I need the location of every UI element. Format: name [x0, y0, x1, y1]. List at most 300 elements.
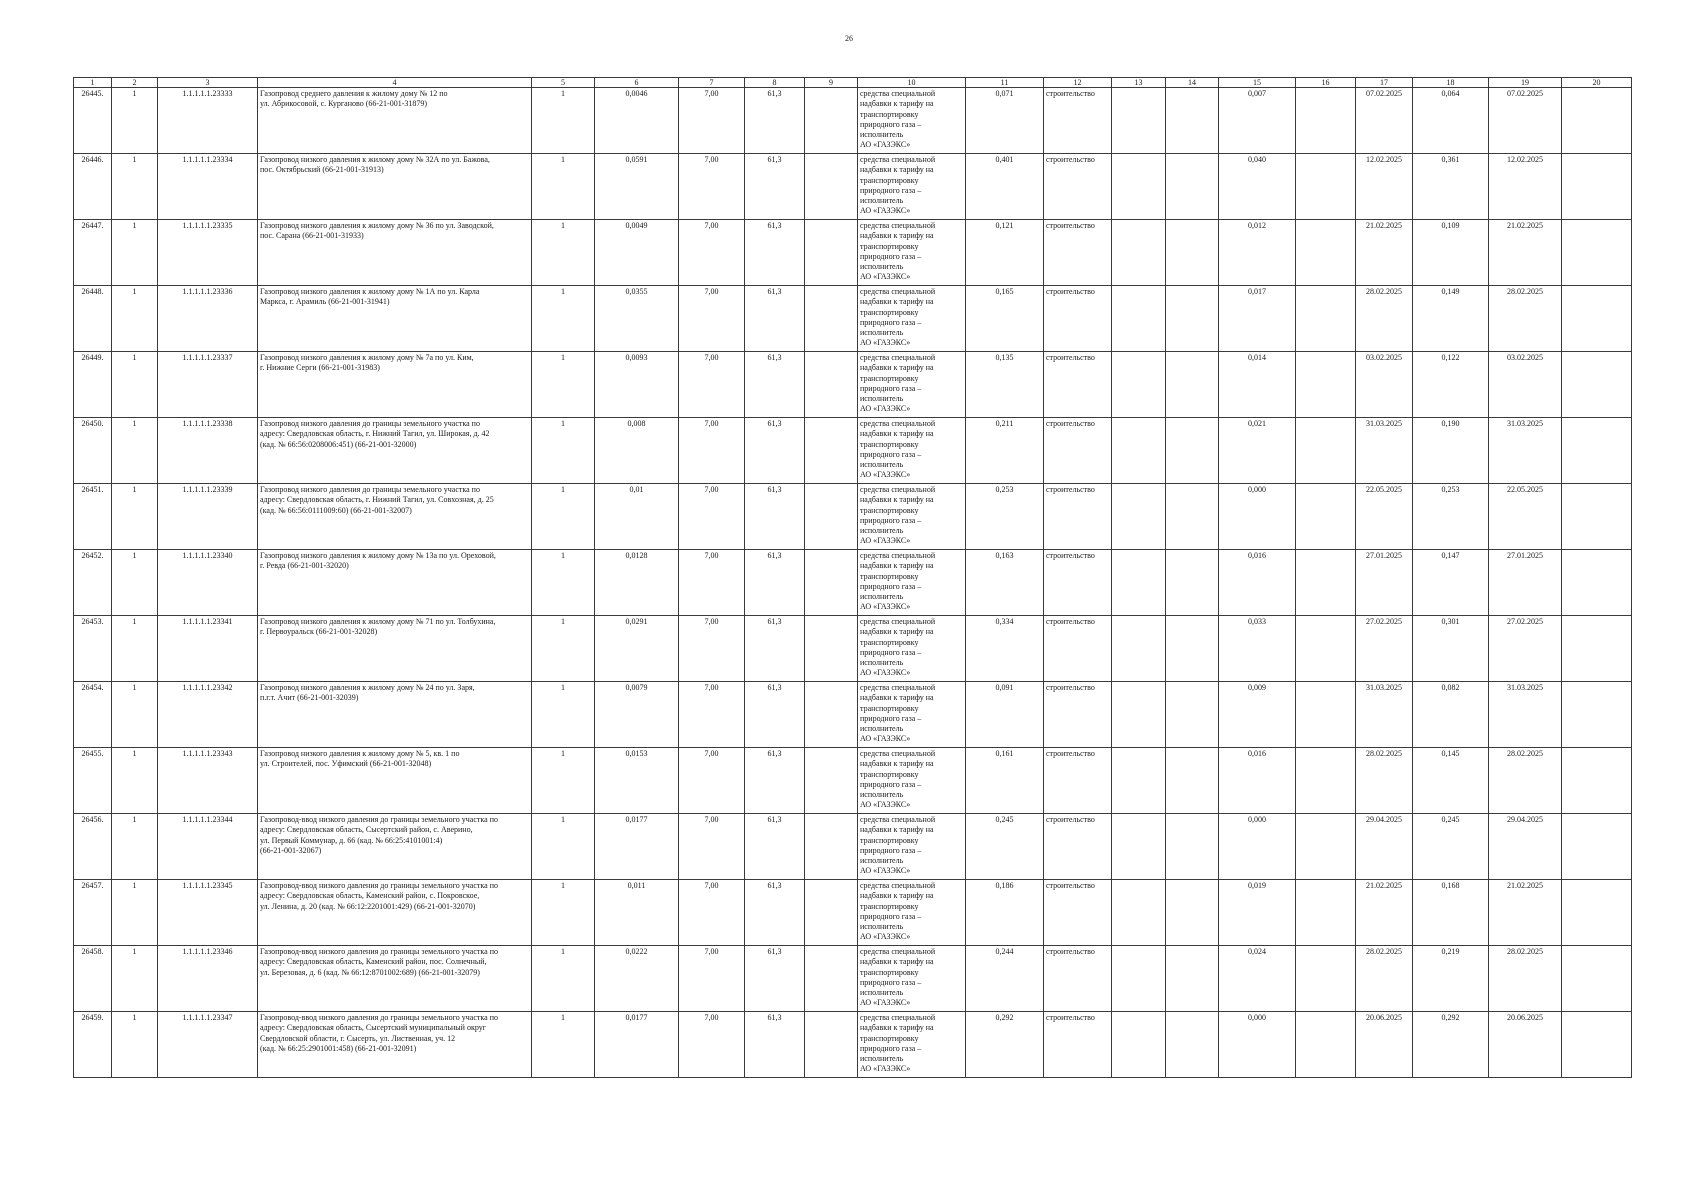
row-number-cell: 26447.	[74, 220, 112, 286]
col14-cell	[1166, 748, 1219, 814]
col16-cell	[1296, 286, 1356, 352]
object-code-cell: 1.1.1.1.1.23342	[158, 682, 258, 748]
col7-cell: 7,00	[679, 682, 745, 748]
row-number-cell: 26455.	[74, 748, 112, 814]
end-date-cell: 28.02.2025	[1489, 946, 1562, 1012]
col15-cell: 0,016	[1219, 550, 1296, 616]
col20-cell	[1562, 220, 1632, 286]
col15-cell: 0,000	[1219, 1012, 1296, 1078]
start-date-cell: 21.02.2025	[1356, 220, 1413, 286]
col14-cell	[1166, 616, 1219, 682]
register-table	[73, 77, 1632, 1078]
col5-cell: 1	[532, 616, 595, 682]
row-number-cell: 26458.	[74, 946, 112, 1012]
col16-cell	[1296, 418, 1356, 484]
work-type-cell: строительство	[1044, 748, 1112, 814]
col7-cell: 7,00	[679, 748, 745, 814]
cost-cell: 0,245	[966, 814, 1044, 880]
col8-cell: 61,3	[745, 616, 805, 682]
cost-cell: 0,161	[966, 748, 1044, 814]
start-date-cell: 20.06.2025	[1356, 1012, 1413, 1078]
col2-cell: 1	[112, 286, 158, 352]
col5-cell: 1	[532, 418, 595, 484]
start-date-cell: 28.02.2025	[1356, 286, 1413, 352]
length-cell: 0,0177	[595, 1012, 679, 1078]
funding-source-cell: средства специальной надбавки к тарифу на транспортировку природного газа – исполнитель АО «ГАЗЭКС»	[858, 352, 966, 418]
col16-cell	[1296, 814, 1356, 880]
col18-cell: 0,190	[1413, 418, 1489, 484]
col13-cell	[1112, 880, 1166, 946]
end-date-cell: 12.02.2025	[1489, 154, 1562, 220]
row-number-cell: 26449.	[74, 352, 112, 418]
column-number-header: 4	[258, 78, 532, 88]
col7-cell: 7,00	[679, 418, 745, 484]
start-date-cell: 31.03.2025	[1356, 682, 1413, 748]
col18-cell: 0,245	[1413, 814, 1489, 880]
col13-cell	[1112, 88, 1166, 154]
col20-cell	[1562, 616, 1632, 682]
column-number-header: 10	[858, 78, 966, 88]
col15-cell: 0,021	[1219, 418, 1296, 484]
work-type-cell: строительство	[1044, 616, 1112, 682]
col5-cell: 1	[532, 682, 595, 748]
col2-cell: 1	[112, 484, 158, 550]
object-code-cell: 1.1.1.1.1.23345	[158, 880, 258, 946]
row-number-cell: 26451.	[74, 484, 112, 550]
work-type-cell: строительство	[1044, 682, 1112, 748]
col13-cell	[1112, 154, 1166, 220]
object-code-cell: 1.1.1.1.1.23338	[158, 418, 258, 484]
start-date-cell: 07.02.2025	[1356, 88, 1413, 154]
col9-cell	[805, 220, 858, 286]
work-type-cell: строительство	[1044, 286, 1112, 352]
col20-cell	[1562, 682, 1632, 748]
table-row	[74, 484, 1632, 550]
start-date-cell: 29.04.2025	[1356, 814, 1413, 880]
col7-cell: 7,00	[679, 484, 745, 550]
funding-source-cell: средства специальной надбавки к тарифу на транспортировку природного газа – исполнитель АО «ГАЗЭКС»	[858, 550, 966, 616]
start-date-cell: 28.02.2025	[1356, 748, 1413, 814]
table-row	[74, 814, 1632, 880]
column-number-header: 11	[966, 78, 1044, 88]
col16-cell	[1296, 550, 1356, 616]
length-cell: 0,01	[595, 484, 679, 550]
table-row	[74, 946, 1632, 1012]
length-cell: 0,011	[595, 880, 679, 946]
col16-cell	[1296, 1012, 1356, 1078]
col9-cell	[805, 814, 858, 880]
col2-cell: 1	[112, 682, 158, 748]
col7-cell: 7,00	[679, 1012, 745, 1078]
page-number: 26	[845, 34, 853, 43]
length-cell: 0,008	[595, 418, 679, 484]
col8-cell: 61,3	[745, 286, 805, 352]
col7-cell: 7,00	[679, 154, 745, 220]
col16-cell	[1296, 352, 1356, 418]
col2-cell: 1	[112, 154, 158, 220]
object-description-cell: Газопровод низкого давления к жилому дому № 13а по ул. Ореховой, г. Ревда (66-21-001-32020)	[258, 550, 532, 616]
row-number-cell: 26448.	[74, 286, 112, 352]
funding-source-cell: средства специальной надбавки к тарифу на транспортировку природного газа – исполнитель АО «ГАЗЭКС»	[858, 748, 966, 814]
object-code-cell: 1.1.1.1.1.23339	[158, 484, 258, 550]
funding-source-cell: средства специальной надбавки к тарифу на транспортировку природного газа – исполнитель АО «ГАЗЭКС»	[858, 1012, 966, 1078]
work-type-cell: строительство	[1044, 484, 1112, 550]
funding-source-cell: средства специальной надбавки к тарифу на транспортировку природного газа – исполнитель АО «ГАЗЭКС»	[858, 946, 966, 1012]
col14-cell	[1166, 550, 1219, 616]
column-number-header: 12	[1044, 78, 1112, 88]
end-date-cell: 21.02.2025	[1489, 220, 1562, 286]
col9-cell	[805, 418, 858, 484]
object-description-cell: Газопровод-ввод низкого давления до границы земельного участка по адресу: Свердловская область, Каменский район, с. Покровское, ул. Ленина, д. 20 (кад. № 66:12:2201001:429) (66-21-001-32070)	[258, 880, 532, 946]
col18-cell: 0,253	[1413, 484, 1489, 550]
col13-cell	[1112, 418, 1166, 484]
col9-cell	[805, 352, 858, 418]
start-date-cell: 28.02.2025	[1356, 946, 1413, 1012]
col9-cell	[805, 880, 858, 946]
table-row	[74, 880, 1632, 946]
col9-cell	[805, 88, 858, 154]
col9-cell	[805, 154, 858, 220]
col20-cell	[1562, 748, 1632, 814]
col2-cell: 1	[112, 220, 158, 286]
object-code-cell: 1.1.1.1.1.23346	[158, 946, 258, 1012]
end-date-cell: 27.01.2025	[1489, 550, 1562, 616]
col5-cell: 1	[532, 286, 595, 352]
col14-cell	[1166, 352, 1219, 418]
object-code-cell: 1.1.1.1.1.23344	[158, 814, 258, 880]
column-number-header: 2	[112, 78, 158, 88]
column-number-header: 5	[532, 78, 595, 88]
col8-cell: 61,3	[745, 484, 805, 550]
cost-cell: 0,253	[966, 484, 1044, 550]
row-number-cell: 26457.	[74, 880, 112, 946]
col7-cell: 7,00	[679, 880, 745, 946]
funding-source-cell: средства специальной надбавки к тарифу на транспортировку природного газа – исполнитель АО «ГАЗЭКС»	[858, 220, 966, 286]
col5-cell: 1	[532, 880, 595, 946]
col2-cell: 1	[112, 946, 158, 1012]
col5-cell: 1	[532, 88, 595, 154]
end-date-cell: 31.03.2025	[1489, 682, 1562, 748]
col15-cell: 0,017	[1219, 286, 1296, 352]
object-description-cell: Газопровод низкого давления до границы земельного участка по адресу: Свердловская область, г. Нижний Тагил, ул. Широкая, д. 42 (кад. № 66:56:0208006:451) (66-21-001-32000)	[258, 418, 532, 484]
col15-cell: 0,040	[1219, 154, 1296, 220]
col8-cell: 61,3	[745, 682, 805, 748]
cost-cell: 0,334	[966, 616, 1044, 682]
col9-cell	[805, 616, 858, 682]
column-number-header: 13	[1112, 78, 1166, 88]
row-number-cell: 26454.	[74, 682, 112, 748]
col7-cell: 7,00	[679, 220, 745, 286]
col8-cell: 61,3	[745, 814, 805, 880]
col16-cell	[1296, 88, 1356, 154]
col9-cell	[805, 1012, 858, 1078]
col7-cell: 7,00	[679, 946, 745, 1012]
funding-source-cell: средства специальной надбавки к тарифу на транспортировку природного газа – исполнитель АО «ГАЗЭКС»	[858, 880, 966, 946]
table-row	[74, 88, 1632, 154]
col2-cell: 1	[112, 616, 158, 682]
col8-cell: 61,3	[745, 352, 805, 418]
length-cell: 0,0093	[595, 352, 679, 418]
column-number-header: 3	[158, 78, 258, 88]
col20-cell	[1562, 946, 1632, 1012]
col8-cell: 61,3	[745, 154, 805, 220]
col20-cell	[1562, 550, 1632, 616]
col7-cell: 7,00	[679, 88, 745, 154]
col15-cell: 0,016	[1219, 748, 1296, 814]
column-number-header: 19	[1489, 78, 1562, 88]
start-date-cell: 31.03.2025	[1356, 418, 1413, 484]
col13-cell	[1112, 286, 1166, 352]
work-type-cell: строительство	[1044, 880, 1112, 946]
start-date-cell: 27.02.2025	[1356, 616, 1413, 682]
cost-cell: 0,401	[966, 154, 1044, 220]
col20-cell	[1562, 1012, 1632, 1078]
object-description-cell: Газопровод низкого давления к жилому дому № 7а по ул. Ким, г. Нижние Серги (66-21-001-31983)	[258, 352, 532, 418]
col2-cell: 1	[112, 880, 158, 946]
object-description-cell: Газопровод-ввод низкого давления до границы земельного участка по адресу: Свердловская область, Каменский район, пос. Солнечный, ул. Березовая, д. 6 (кад. № 66:12:8701002:689) (66-21-001-32079)	[258, 946, 532, 1012]
length-cell: 0,0079	[595, 682, 679, 748]
cost-cell: 0,211	[966, 418, 1044, 484]
col15-cell: 0,007	[1219, 88, 1296, 154]
col5-cell: 1	[532, 1012, 595, 1078]
col18-cell: 0,122	[1413, 352, 1489, 418]
object-code-cell: 1.1.1.1.1.23334	[158, 154, 258, 220]
object-description-cell: Газопровод низкого давления к жилому дому № 5, кв. 1 по ул. Строителей, пос. Уфимский (66-21-001-32048)	[258, 748, 532, 814]
table-row	[74, 682, 1632, 748]
funding-source-cell: средства специальной надбавки к тарифу на транспортировку природного газа – исполнитель АО «ГАЗЭКС»	[858, 484, 966, 550]
col5-cell: 1	[532, 220, 595, 286]
cost-cell: 0,165	[966, 286, 1044, 352]
length-cell: 0,0355	[595, 286, 679, 352]
object-code-cell: 1.1.1.1.1.23347	[158, 1012, 258, 1078]
work-type-cell: строительство	[1044, 550, 1112, 616]
col13-cell	[1112, 352, 1166, 418]
col18-cell: 0,109	[1413, 220, 1489, 286]
end-date-cell: 28.02.2025	[1489, 286, 1562, 352]
end-date-cell: 21.02.2025	[1489, 880, 1562, 946]
col18-cell: 0,292	[1413, 1012, 1489, 1078]
col18-cell: 0,082	[1413, 682, 1489, 748]
funding-source-cell: средства специальной надбавки к тарифу на транспортировку природного газа – исполнитель АО «ГАЗЭКС»	[858, 418, 966, 484]
end-date-cell: 29.04.2025	[1489, 814, 1562, 880]
col5-cell: 1	[532, 946, 595, 1012]
col16-cell	[1296, 484, 1356, 550]
table-row	[74, 154, 1632, 220]
col8-cell: 61,3	[745, 550, 805, 616]
col5-cell: 1	[532, 748, 595, 814]
cost-cell: 0,244	[966, 946, 1044, 1012]
row-number-cell: 26445.	[74, 88, 112, 154]
col8-cell: 61,3	[745, 1012, 805, 1078]
cost-cell: 0,121	[966, 220, 1044, 286]
start-date-cell: 27.01.2025	[1356, 550, 1413, 616]
length-cell: 0,0128	[595, 550, 679, 616]
length-cell: 0,0222	[595, 946, 679, 1012]
end-date-cell: 27.02.2025	[1489, 616, 1562, 682]
col2-cell: 1	[112, 814, 158, 880]
col20-cell	[1562, 352, 1632, 418]
col9-cell	[805, 550, 858, 616]
work-type-cell: строительство	[1044, 154, 1112, 220]
col8-cell: 61,3	[745, 418, 805, 484]
column-number-header: 17	[1356, 78, 1413, 88]
col18-cell: 0,301	[1413, 616, 1489, 682]
end-date-cell: 28.02.2025	[1489, 748, 1562, 814]
col13-cell	[1112, 550, 1166, 616]
table-row	[74, 418, 1632, 484]
col9-cell	[805, 748, 858, 814]
work-type-cell: строительство	[1044, 946, 1112, 1012]
object-description-cell: Газопровод низкого давления к жилому дому № 36 по ул. Заводской, пос. Сарана (66-21-001-31933)	[258, 220, 532, 286]
column-number-header: 7	[679, 78, 745, 88]
length-cell: 0,0177	[595, 814, 679, 880]
table-row	[74, 352, 1632, 418]
col7-cell: 7,00	[679, 814, 745, 880]
work-type-cell: строительство	[1044, 88, 1112, 154]
col8-cell: 61,3	[745, 88, 805, 154]
col20-cell	[1562, 880, 1632, 946]
table-row	[74, 1012, 1632, 1078]
col16-cell	[1296, 880, 1356, 946]
cost-cell: 0,071	[966, 88, 1044, 154]
col20-cell	[1562, 88, 1632, 154]
object-description-cell: Газопровод низкого давления к жилому дому № 71 по ул. Толбухина, г. Первоуральск (66-21-001-32028)	[258, 616, 532, 682]
col15-cell: 0,000	[1219, 484, 1296, 550]
col16-cell	[1296, 616, 1356, 682]
col14-cell	[1166, 814, 1219, 880]
col15-cell: 0,019	[1219, 880, 1296, 946]
cost-cell: 0,091	[966, 682, 1044, 748]
object-code-cell: 1.1.1.1.1.23337	[158, 352, 258, 418]
col16-cell	[1296, 682, 1356, 748]
col15-cell: 0,012	[1219, 220, 1296, 286]
column-number-header: 1	[74, 78, 112, 88]
col5-cell: 1	[532, 352, 595, 418]
column-number-header: 20	[1562, 78, 1632, 88]
col14-cell	[1166, 286, 1219, 352]
length-cell: 0,0291	[595, 616, 679, 682]
col14-cell	[1166, 220, 1219, 286]
object-description-cell: Газопровод низкого давления к жилому дому № 32А по ул. Бажова, пос. Октябрьский (66-21-001-31913)	[258, 154, 532, 220]
start-date-cell: 21.02.2025	[1356, 880, 1413, 946]
col9-cell	[805, 286, 858, 352]
cost-cell: 0,163	[966, 550, 1044, 616]
object-code-cell: 1.1.1.1.1.23343	[158, 748, 258, 814]
col18-cell: 0,145	[1413, 748, 1489, 814]
table-row	[74, 220, 1632, 286]
start-date-cell: 12.02.2025	[1356, 154, 1413, 220]
col13-cell	[1112, 1012, 1166, 1078]
col20-cell	[1562, 154, 1632, 220]
object-description-cell: Газопровод-ввод низкого давления до границы земельного участка по адресу: Свердловская область, Сысертский район, с. Аверино, ул. Первый Коммунар, д. 66 (кад. № 66:25:4101001:4) (66-21-001-32067)	[258, 814, 532, 880]
work-type-cell: строительство	[1044, 220, 1112, 286]
col8-cell: 61,3	[745, 880, 805, 946]
table-body	[74, 88, 1632, 1078]
start-date-cell: 22.05.2025	[1356, 484, 1413, 550]
column-number-header: 9	[805, 78, 858, 88]
row-number-cell: 26456.	[74, 814, 112, 880]
col2-cell: 1	[112, 352, 158, 418]
col7-cell: 7,00	[679, 286, 745, 352]
object-code-cell: 1.1.1.1.1.23340	[158, 550, 258, 616]
funding-source-cell: средства специальной надбавки к тарифу на транспортировку природного газа – исполнитель АО «ГАЗЭКС»	[858, 286, 966, 352]
col18-cell: 0,149	[1413, 286, 1489, 352]
funding-source-cell: средства специальной надбавки к тарифу на транспортировку природного газа – исполнитель АО «ГАЗЭКС»	[858, 814, 966, 880]
col5-cell: 1	[532, 154, 595, 220]
col20-cell	[1562, 814, 1632, 880]
funding-source-cell: средства специальной надбавки к тарифу на транспортировку природного газа – исполнитель АО «ГАЗЭКС»	[858, 616, 966, 682]
col15-cell: 0,009	[1219, 682, 1296, 748]
funding-source-cell: средства специальной надбавки к тарифу на транспортировку природного газа – исполнитель АО «ГАЗЭКС»	[858, 154, 966, 220]
funding-source-cell: средства специальной надбавки к тарифу на транспортировку природного газа – исполнитель АО «ГАЗЭКС»	[858, 88, 966, 154]
col13-cell	[1112, 484, 1166, 550]
col2-cell: 1	[112, 550, 158, 616]
col13-cell	[1112, 220, 1166, 286]
col15-cell: 0,033	[1219, 616, 1296, 682]
col16-cell	[1296, 946, 1356, 1012]
length-cell: 0,0046	[595, 88, 679, 154]
table-row	[74, 550, 1632, 616]
cost-cell: 0,292	[966, 1012, 1044, 1078]
col20-cell	[1562, 484, 1632, 550]
end-date-cell: 07.02.2025	[1489, 88, 1562, 154]
col2-cell: 1	[112, 418, 158, 484]
object-description-cell: Газопровод низкого давления до границы земельного участка по адресу: Свердловская область, г. Нижний Тагил, ул. Совхозная, д. 25 (кад. № 66:56:0111009:60) (66-21-001-32007)	[258, 484, 532, 550]
object-code-cell: 1.1.1.1.1.23335	[158, 220, 258, 286]
col7-cell: 7,00	[679, 352, 745, 418]
col9-cell	[805, 946, 858, 1012]
col8-cell: 61,3	[745, 946, 805, 1012]
object-code-cell: 1.1.1.1.1.23336	[158, 286, 258, 352]
col16-cell	[1296, 748, 1356, 814]
end-date-cell: 20.06.2025	[1489, 1012, 1562, 1078]
object-description-cell: Газопровод низкого давления к жилому дому № 1А по ул. Карла Маркса, г. Арамиль (66-21-001-31941)	[258, 286, 532, 352]
length-cell: 0,0153	[595, 748, 679, 814]
table-row	[74, 616, 1632, 682]
col18-cell: 0,219	[1413, 946, 1489, 1012]
column-number-header: 16	[1296, 78, 1356, 88]
col18-cell: 0,147	[1413, 550, 1489, 616]
start-date-cell: 03.02.2025	[1356, 352, 1413, 418]
column-number-header: 6	[595, 78, 679, 88]
object-description-cell: Газопровод среднего давления к жилому дому № 12 по ул. Абрикосовой, с. Курганово (66-21-001-31879)	[258, 88, 532, 154]
col13-cell	[1112, 814, 1166, 880]
col7-cell: 7,00	[679, 616, 745, 682]
col2-cell: 1	[112, 88, 158, 154]
col5-cell: 1	[532, 550, 595, 616]
col14-cell	[1166, 484, 1219, 550]
table-row	[74, 286, 1632, 352]
col15-cell: 0,000	[1219, 814, 1296, 880]
col2-cell: 1	[112, 748, 158, 814]
col18-cell: 0,064	[1413, 88, 1489, 154]
col2-cell: 1	[112, 1012, 158, 1078]
end-date-cell: 31.03.2025	[1489, 418, 1562, 484]
column-number-header: 18	[1413, 78, 1489, 88]
table-row	[74, 748, 1632, 814]
col5-cell: 1	[532, 484, 595, 550]
col5-cell: 1	[532, 814, 595, 880]
end-date-cell: 03.02.2025	[1489, 352, 1562, 418]
col9-cell	[805, 484, 858, 550]
col16-cell	[1296, 154, 1356, 220]
work-type-cell: строительство	[1044, 1012, 1112, 1078]
col9-cell	[805, 682, 858, 748]
column-number-header: 15	[1219, 78, 1296, 88]
col13-cell	[1112, 682, 1166, 748]
col16-cell	[1296, 220, 1356, 286]
col15-cell: 0,024	[1219, 946, 1296, 1012]
